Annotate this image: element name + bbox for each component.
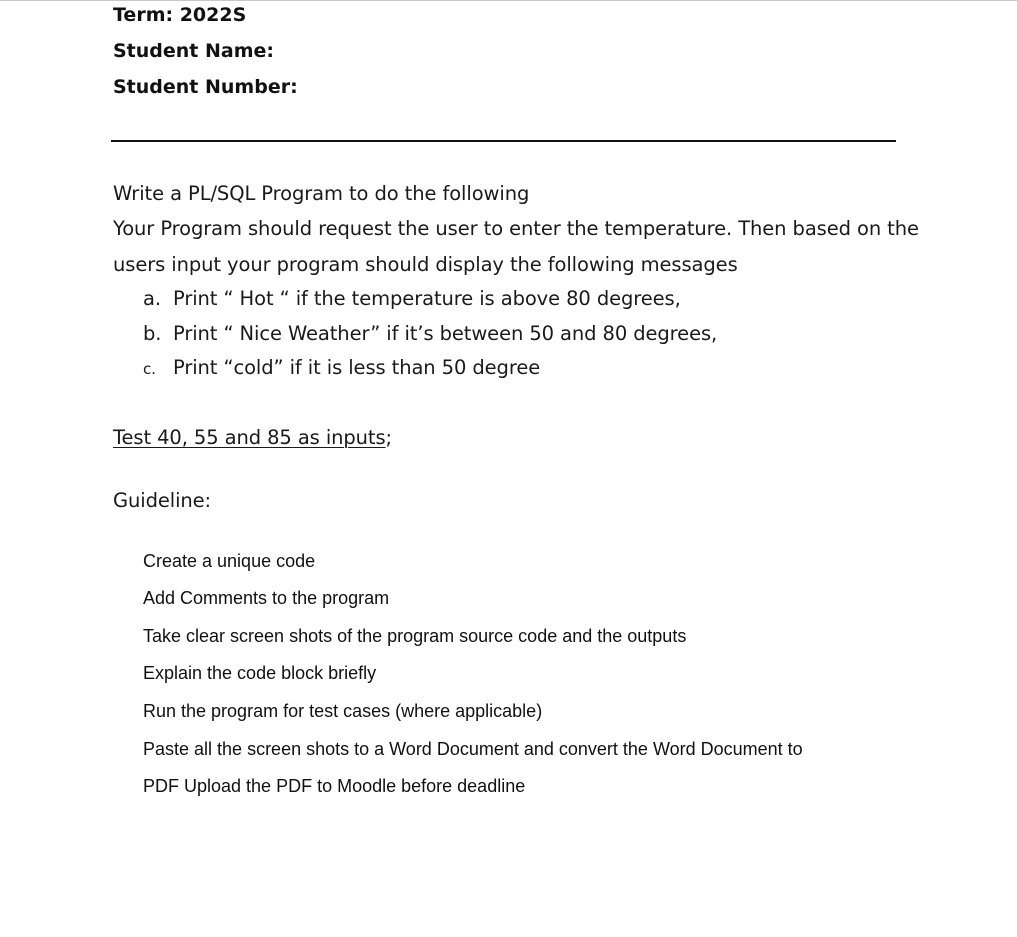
list-marker: c. bbox=[143, 360, 156, 378]
intro-line-2: Your Program should request the user to enter the temperature. Then based on the bbox=[113, 217, 919, 240]
list-item-text: Print “ Hot “ if the temperature is above 80 degrees, bbox=[173, 287, 681, 310]
guideline-item: PDF Upload the PDF to Moodle before deadline bbox=[143, 776, 526, 796]
test-cases-text: Test 40, 55 and 85 as inputs bbox=[113, 426, 386, 449]
intro-line-1: Write a PL/SQL Program to do the following bbox=[113, 182, 530, 205]
guideline-item: Create a unique code bbox=[143, 551, 316, 571]
student-number-label: Student Number: bbox=[113, 76, 298, 98]
guideline-item: Take clear screen shots of the program source code and the outputs bbox=[143, 626, 687, 646]
guideline-item: Explain the code block briefly bbox=[143, 663, 377, 683]
page-top-border bbox=[0, 0, 1018, 1]
guideline-label: Guideline: bbox=[113, 489, 212, 512]
list-item-a bbox=[143, 287, 681, 310]
guideline-item: Add Comments to the program bbox=[143, 588, 390, 608]
test-cases-punct: ; bbox=[385, 426, 393, 449]
list-marker: b. bbox=[143, 322, 162, 345]
list-item-text: Print “cold” if it is less than 50 degree bbox=[173, 356, 541, 379]
list-item-c bbox=[143, 356, 540, 379]
test-cases-line bbox=[113, 426, 392, 449]
list-marker: a. bbox=[143, 287, 161, 310]
guideline-item: Run the program for test cases (where applicable) bbox=[143, 701, 543, 721]
list-item-b bbox=[143, 322, 717, 345]
header-divider bbox=[111, 140, 896, 142]
student-name-label: Student Name: bbox=[113, 40, 275, 62]
term-label: Term: 2022S bbox=[113, 4, 247, 26]
guideline-item: Paste all the screen shots to a Word Document and convert the Word Document to bbox=[143, 739, 803, 759]
list-item-text: Print “ Nice Weather” if it’s between 50 and 80 degrees, bbox=[173, 322, 718, 345]
intro-line-3: users input your program should display the following messages bbox=[113, 253, 738, 276]
